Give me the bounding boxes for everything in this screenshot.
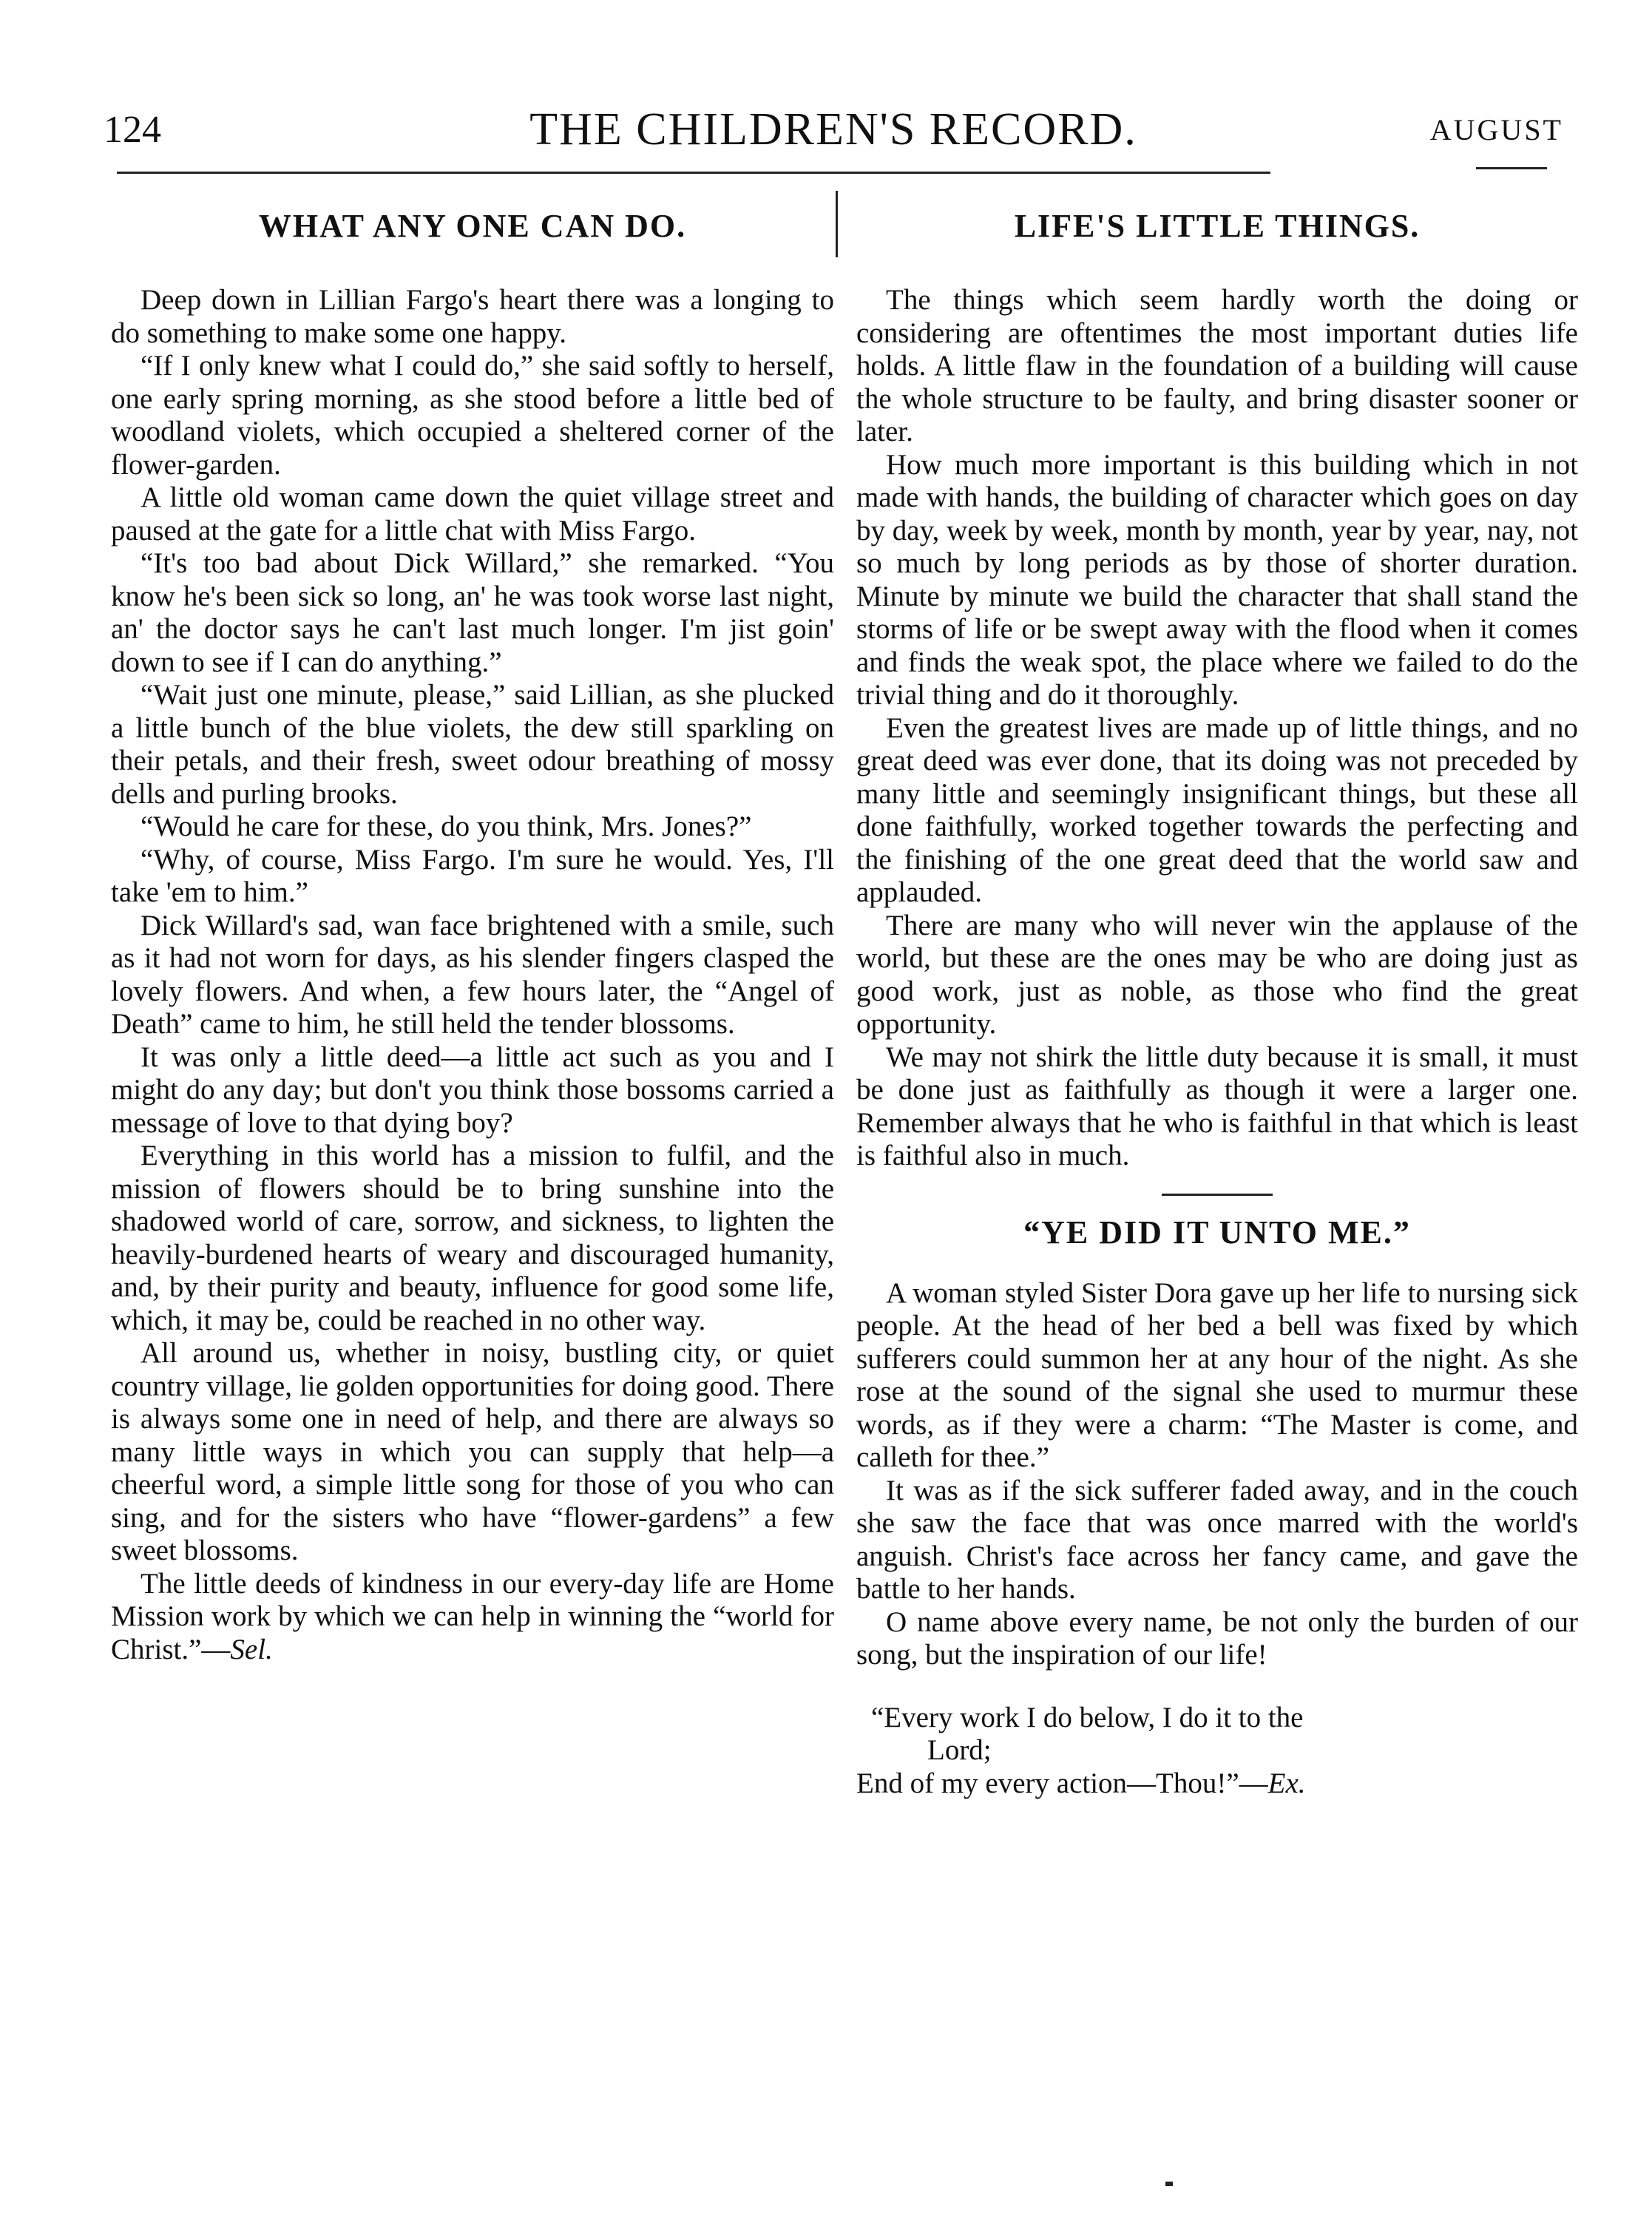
paragraph: The things which seem hardly worth the doing or considering are oftentimes the most important duties life holds. A little flaw in the foundation of a building will cause the whole structure to be faulty, and bring disaster sooner or later.: [856, 284, 1578, 447]
paragraph: A little old woman came down the quiet village street and paused at the gate for a little chat with Miss Fargo.: [111, 481, 834, 547]
paragraph: “It's too bad about Dick Willard,” she remarked. “You know he's been sick so long, an' he was took worse last night, an' the doctor says he can't last much longer. I'm jist goin' down to see if I can do anything.”: [111, 547, 834, 678]
article-title-what-any-one-can-do: WHAT ANY ONE CAN DO.: [258, 208, 687, 244]
page-number: 124: [104, 109, 161, 151]
journal-title: THE CHILDREN'S RECORD.: [529, 104, 1137, 155]
paragraph: All around us, whether in noisy, bustling city, or quiet country village, lie golden opportunities for doing good. There is always some one in need of help, and there are always so many little ways in which you can supply that help—a cheerful word, a simple little song for those of you who can sing, and for the sisters who have “flower-gardens” a few sweet blossoms.: [111, 1337, 834, 1566]
paragraph: “Would he care for these, do you think, Mrs. Jones?”: [141, 811, 752, 842]
paragraph: “Why, of course, Miss Fargo. I'm sure he would. Yes, I'll take 'em to him.”: [111, 843, 834, 908]
left-column: [111, 207, 834, 1666]
paragraph: Deep down in Lillian Fargo's heart there was a longing to do something to make some one happy.: [111, 284, 834, 349]
article-title-lifes-little-things: LIFE'S LITTLE THINGS.: [1014, 208, 1421, 244]
article-title-ye-did-it-unto-me: “YE DID IT UNTO ME.”: [1023, 1214, 1411, 1251]
section-rule: [1162, 1194, 1273, 1196]
poem-line-text: End of my every action—Thou!”—: [856, 1767, 1268, 1799]
paragraph-text: The little deeds of kindness in our every-day life are Home Mission work by which we can help in winning the “world for Christ.”—: [111, 1567, 834, 1665]
poem-line: [856, 1767, 1578, 1801]
paragraph: O name above every name, be not only the burden of our song, but the inspiration of our life!: [856, 1606, 1578, 1671]
paragraph: Dick Willard's sad, wan face brightened with a smile, such as it had not worn for days, as his slender fingers clasped the lovely flowers. And when, a few hours later, the “Angel of Death” came to him, he still held the tender blossoms.: [111, 909, 834, 1040]
paragraph: We may not shirk the little duty because it is small, it must be done just as faithfully as though it were a larger one. Remember always that he who is faithful in that which is least is faithful also in much.: [856, 1041, 1578, 1171]
paragraph-final: [111, 1568, 834, 1667]
column-divider: [836, 191, 838, 257]
paragraph: Even the greatest lives are made up of little things, and no great deed was ever done, that its doing was not preceded by many little and seemingly insignificant things, but these all done faithfully, worked together towards the perfecting and the finishing of the one great deed that the world saw and applauded.: [856, 711, 1578, 908]
paragraph: Everything in this world has a mission to fulfil, and the mission of flowers should be to bring sunshine into the shadowed world of care, sorrow, and sickness, to lighten the heavily-burdened hearts of weary and discouraged humanity, and, by their purity and beauty, influence for good some life, which, it may be, could be reached in no other way.: [111, 1140, 834, 1336]
right-column: [856, 207, 1578, 1800]
paragraph: It was as if the sick sufferer faded away, and in the couch she saw the face that was once marred with the world's anguish. Christ's face across her fancy came, and gave the battle to her hands.: [856, 1474, 1578, 1605]
paragraph: A woman styled Sister Dora gave up her life to nursing sick people. At the head of her bed a bell was fixed by which sufferers could summon her at any hour of the night. As she rose at the sound of the signal she used to murmur these words, as if they were a charm: “The Master is come, and calleth for thee.”: [856, 1276, 1578, 1473]
issue-month: AUGUST: [1429, 113, 1563, 146]
ornament-dot: [1165, 2182, 1173, 2186]
poem-line: “Every work I do below, I do it to the: [871, 1701, 1304, 1733]
paragraph: How much more important is this building which in not made with hands, the building of character which goes on day by day, week by week, month by month, year by year, nay, not so much by long periods as by those of shorter duration. Minute by minute we build the character that shall stand the storms of life or be swept away with the flood when it comes and finds the weak spot, the place where we failed to do the trivial thing and do it thoroughly.: [856, 448, 1578, 711]
paragraph: There are many who will never win the applause of the world, but these are the ones may be who are doing just as good work, just as noble, as those who find the great opportunity.: [856, 909, 1578, 1040]
header-rule: [117, 172, 1270, 174]
poem-quote: [856, 1702, 1578, 1801]
source-credit: Ex.: [1267, 1767, 1306, 1799]
paragraph: It was only a little deed—a little act such as you and I might do any day; but don't you think those bossoms carried a message of love to that dying boy?: [111, 1041, 834, 1139]
header-rule-short: [1476, 167, 1547, 169]
source-credit: Sel.: [230, 1633, 273, 1665]
paragraph: “If I only knew what I could do,” she said softly to herself, one early spring morning, as she stood before a little bed of woodland violets, which occupied a sheltered corner of the flower-garden.: [111, 350, 834, 481]
poem-line: Lord;: [927, 1734, 992, 1766]
paragraph: “Wait just one minute, please,” said Lillian, as she plucked a little bunch of the blue violets, the dew still sparkling on their petals, and their fresh, sweet odour breathing of mossy dells and purling brooks.: [111, 679, 834, 810]
running-head: [104, 104, 1563, 163]
